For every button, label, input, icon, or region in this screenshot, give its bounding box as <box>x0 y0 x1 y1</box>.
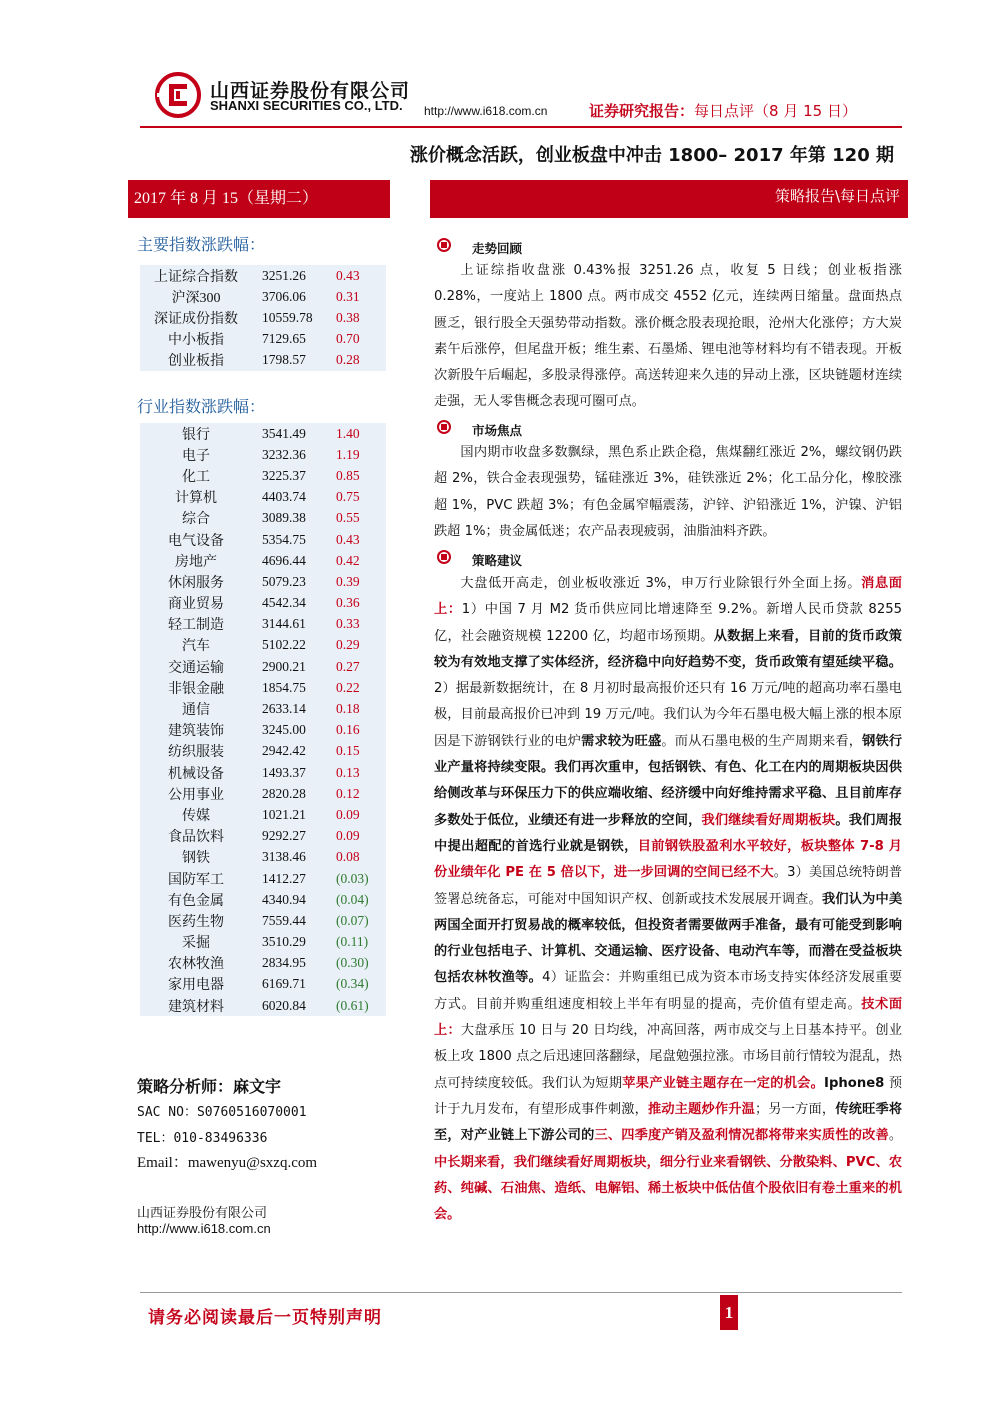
index-row <box>140 995 386 1016</box>
strategy-span: 预计于九月发布，有望形成事件刺激， <box>434 1075 903 1117</box>
index-row <box>140 783 386 804</box>
section-review-text: 上证综指收盘涨 0.43%报 3251.26 点，收复 5 日线；创业板指涨 0.28%，一度站上 1800 点。两市成交 4552 亿元，连续两日缩量。盘面热点匮乏，银行股全天强势带动指数。涨价概念股表现抢眼，沧州大化涨停；方大炭素午后涨停，但尾盘开板；维生素、石墨烯、锂电池等材料均有不错表现。开板次新股午后崛起，多股录得涨停。高送转迎来久违的异动上涨，区块链题材连续走强，无人零售概念表现可圈可点。 <box>434 263 902 410</box>
index-value: 5354.75 <box>262 531 306 547</box>
index-row <box>140 932 386 953</box>
index-row <box>140 550 386 571</box>
index-change: 0.38 <box>336 309 360 325</box>
strategy-span: 大盘低开高走，创业板收涨近 3%，申万行业除银行外全面上扬。 <box>460 576 862 591</box>
index-value: 3251.26 <box>262 267 306 283</box>
strategy-span: 我们继续看好周期板块 <box>701 812 836 828</box>
analyst-tel: TEL：010-83496336 <box>137 1131 268 1146</box>
index-change: 0.27 <box>336 658 360 674</box>
index-value: 4340.94 <box>262 891 306 907</box>
strategy-span: 三、四季度产销及盈利情况都将带来实质性的改善 <box>594 1128 889 1144</box>
index-name: 电子 <box>182 448 210 464</box>
index-value: 3225.37 <box>262 467 306 483</box>
index-row <box>140 847 386 868</box>
index-row <box>140 593 386 614</box>
index-name: 机械设备 <box>168 766 224 782</box>
index-row <box>140 635 386 656</box>
index-change: 0.13 <box>336 764 360 780</box>
index-row <box>140 910 386 931</box>
index-change: 0.43 <box>336 267 360 283</box>
report-type-suffix: 每日点评（8 月 15 日） <box>694 102 857 120</box>
section-bullet-icon <box>437 420 451 434</box>
strategy-span: 传统旺季将至，对产业链上下游公司的 <box>434 1101 903 1144</box>
index-row <box>140 444 386 465</box>
category-bar: 策略报告\每日点评 <box>430 180 908 218</box>
index-value: 2900.21 <box>262 658 306 674</box>
index-name: 传媒 <box>182 808 210 824</box>
strategy-span: 推动主题炒作升温 <box>648 1101 756 1117</box>
index-value: 4696.44 <box>262 552 306 568</box>
index-value: 7129.65 <box>262 331 306 347</box>
index-row <box>140 741 386 762</box>
index-value: 4542.34 <box>262 595 306 611</box>
strategy-span: 。我们周报中提出超配的首选行业就是钢铁， <box>434 812 903 854</box>
index-name: 采掘 <box>182 936 210 952</box>
index-change: (0.34) <box>336 976 369 992</box>
index-name: 上证综合指数 <box>154 269 238 285</box>
index-name: 汽车 <box>182 639 210 655</box>
index-value: 1854.75 <box>262 679 306 695</box>
index-name: 电气设备 <box>168 533 224 549</box>
index-value: 9292.27 <box>262 828 306 844</box>
main-indices-table <box>140 265 386 371</box>
index-name: 房地产 <box>175 554 217 570</box>
index-change: 0.29 <box>336 637 360 653</box>
report-title: 涨价概念活跃，创业板盘中冲击 1800– 2017 年第 120 期 <box>409 145 894 166</box>
index-value: 3706.06 <box>262 288 306 304</box>
strategy-span: 需求较为旺盛 <box>581 733 662 749</box>
index-value: 10559.78 <box>262 309 313 325</box>
strategy-span: 目前钢铁股盈利水平较好，板块整体 7-8 月份业绩年化 PE 在 5 倍以下，进一步回调的空间已经不大 <box>434 838 902 881</box>
page-number: 1 <box>720 1295 738 1330</box>
index-name: 有色金属 <box>168 893 224 909</box>
index-row <box>140 614 386 635</box>
index-row <box>140 698 386 719</box>
index-name: 农林牧渔 <box>168 957 224 973</box>
index-change: (0.30) <box>336 955 369 971</box>
analyst-email[interactable]: Email：mawenyu@sxzq.com <box>137 1155 318 1171</box>
index-change: (0.03) <box>336 870 369 886</box>
index-row <box>140 265 386 286</box>
index-name: 银行 <box>182 427 210 443</box>
index-value: 3232.36 <box>262 446 306 462</box>
index-row <box>140 804 386 825</box>
index-name: 建筑材料 <box>168 999 224 1015</box>
index-row <box>140 762 386 783</box>
index-change: 0.28 <box>336 352 360 368</box>
index-change: 0.09 <box>336 806 360 822</box>
index-row <box>140 868 386 889</box>
index-row <box>140 826 386 847</box>
strategy-span: 苹果产业链主题存在一定的机会。 <box>622 1075 825 1091</box>
report-type-prefix: 证券研究报告： <box>589 102 695 120</box>
index-name: 轻工制造 <box>168 618 224 634</box>
index-name: 公用事业 <box>168 787 224 803</box>
industry-indices-title: 行业指数涨跌幅： <box>137 397 266 416</box>
index-value: 1493.37 <box>262 764 306 780</box>
index-value: 3089.38 <box>262 510 306 526</box>
index-name: 商业贸易 <box>168 597 224 613</box>
index-name: 通信 <box>182 703 210 719</box>
index-name: 创业板指 <box>168 354 224 370</box>
index-name: 非银金融 <box>168 681 224 697</box>
index-change: (0.61) <box>336 997 369 1013</box>
main-indices-title: 主要指数涨跌幅： <box>137 235 266 254</box>
index-value: 2942.42 <box>262 743 306 759</box>
index-change: 0.09 <box>336 828 360 844</box>
index-name: 交通运输 <box>168 660 224 676</box>
strategy-span: 。 <box>888 1128 903 1144</box>
index-value: 6169.71 <box>262 976 306 992</box>
header-divider <box>140 126 902 128</box>
index-name: 休闲服务 <box>168 575 224 591</box>
analyst-sac: SAC NO：S0760516070001 <box>137 1105 307 1120</box>
strategy-span: Iphone8 <box>824 1075 885 1091</box>
section-strategy-text <box>434 571 902 1228</box>
index-change: 0.85 <box>336 467 360 483</box>
section-review-label: 走势回顾 <box>472 241 523 256</box>
strategy-span: ；另一方面， <box>755 1101 836 1117</box>
index-row <box>140 307 386 328</box>
report-type <box>589 100 857 121</box>
disclaimer: 请务必阅读最后一页特别声明 <box>148 1308 382 1328</box>
strategy-span: 。而从石墨电极的生产周期来看， <box>661 733 863 749</box>
index-value: 3138.46 <box>262 849 306 865</box>
index-value: 1798.57 <box>262 352 306 368</box>
index-value: 5102.22 <box>262 637 306 653</box>
index-change: 0.70 <box>336 331 360 347</box>
analyst-title: 策略分析师：麻文宇 <box>137 1077 282 1096</box>
index-value: 1021.21 <box>262 806 306 822</box>
index-value: 7559.44 <box>262 912 306 928</box>
section-strategy-label: 策略建议 <box>472 553 523 568</box>
index-name: 建筑装饰 <box>168 724 224 740</box>
header-url-link[interactable]: http://www.i618.com.cn <box>424 104 548 118</box>
index-row <box>140 889 386 910</box>
index-row <box>140 677 386 698</box>
footer-divider <box>140 1292 902 1293</box>
index-change: 0.16 <box>336 722 360 738</box>
strategy-span: 。 <box>773 865 788 881</box>
index-change: 0.12 <box>336 785 360 801</box>
index-name: 家用电器 <box>168 978 224 994</box>
company-name-en: SHANXI SECURITIES CO., LTD. <box>210 98 403 113</box>
index-change: 1.19 <box>336 446 360 462</box>
index-value: 3245.00 <box>262 722 306 738</box>
index-value: 1412.27 <box>262 870 306 886</box>
index-name: 食品饮料 <box>168 830 224 846</box>
index-row <box>140 286 386 307</box>
index-change: 0.08 <box>336 849 360 865</box>
index-name: 综合 <box>182 512 210 528</box>
index-value: 2633.14 <box>262 701 306 717</box>
index-row <box>140 423 386 444</box>
index-value: 5079.23 <box>262 573 306 589</box>
strategy-span: 我们认为中美两国全面开打贸易战的概率较低，但投资者需要做两手准备，最有可能受到影响的行业包括电子、计算机、交通运输、医疗设备、电动汽车等，而潜在受益板块包括农林牧渔等。 <box>434 891 903 986</box>
strategy-span: 4）证监会：并购重组已成为资本市场支持实体经济发展重要方式。目前并购重组速度相较上半年有明显的提高，壳价值有望走高。 <box>434 970 903 1012</box>
index-name: 纺织服装 <box>168 745 224 761</box>
footer-url-link[interactable]: http://www.i618.com.cn <box>137 1221 271 1236</box>
index-row <box>140 974 386 995</box>
index-change: 0.15 <box>336 743 360 759</box>
index-value: 3541.49 <box>262 425 306 441</box>
company-logo-icon <box>155 72 201 118</box>
strategy-span: 2）据最新数据统计，在 8 月初时最高报价还只有 16 万元/吨的超高功率石墨电极，目前最高报价已冲到 19 万元/吨。我们认为今年石墨电极大幅上涨的根本原因是下游钢铁行业的电炉 <box>434 681 902 749</box>
index-change: 0.36 <box>336 595 360 611</box>
index-name: 深证成份指数 <box>154 311 238 327</box>
section-bullet-icon <box>437 238 451 252</box>
index-row <box>140 350 386 371</box>
index-value: 4403.74 <box>262 489 306 505</box>
index-value: 6020.84 <box>262 997 306 1013</box>
index-row <box>140 720 386 741</box>
index-change: 0.42 <box>336 552 360 568</box>
index-row <box>140 529 386 550</box>
index-change: 0.75 <box>336 489 360 505</box>
index-name: 沪深300 <box>171 290 221 306</box>
index-value: 3510.29 <box>262 934 306 950</box>
index-value: 2834.95 <box>262 955 306 971</box>
index-change: 1.40 <box>336 425 360 441</box>
index-name: 中小板指 <box>168 333 224 349</box>
index-change: 0.43 <box>336 531 360 547</box>
strategy-span: 中长期来看，我们继续看好周期板块，细分行业来看钢铁、分散染料、PVC、农药、纯碱、石油焦、造纸、电解铝、稀土板块中低估值个股依旧有卷土重来的机会。 <box>434 1154 902 1223</box>
index-change: 0.22 <box>336 679 360 695</box>
strategy-span: 技术面上： <box>434 996 903 1039</box>
company-name-cn: 山西证券股份有限公司 <box>210 80 411 102</box>
date-bar: 2017 年 8 月 15（星期二） <box>128 180 390 218</box>
strategy-span: 消息面上： <box>434 576 902 618</box>
strategy-span: 1）中国 7 月 M2 货币供应同比增速降至 9.2%。新增人民币贷款 8255 亿，社会融资规模 12200 亿，均超市场预期。 <box>434 602 902 644</box>
index-name: 医药生物 <box>168 914 224 930</box>
index-name: 国防军工 <box>168 872 224 888</box>
index-value: 2820.28 <box>262 785 306 801</box>
footer-company: 山西证券股份有限公司 <box>137 1206 268 1221</box>
index-value: 3144.61 <box>262 616 306 632</box>
index-row <box>140 465 386 486</box>
index-change: (0.04) <box>336 891 369 907</box>
strategy-span: 钢铁行业产量将持续变限。我们再次重申，包括钢铁、有色、化工在内的周期板块因供给侧改革与环保压力下的供应端收缩、经济缓中向好维持需求平稳、且目前库存多数处于低位，业绩还有进一步释放的空间， <box>434 733 903 828</box>
strategy-span: 3）美国总统特朗普签署总统备忘，可能对中国知识产权、创新或技术发展展开调查。 <box>434 865 903 907</box>
index-change: 0.55 <box>336 510 360 526</box>
index-name: 计算机 <box>175 491 217 507</box>
section-focus-text: 国内期市收盘多数飘绿，黑色系止跌企稳，焦煤翻红涨近 2%，螺纹钢仍跌超 2%，铁合金表现强势，锰硅涨近 3%，硅铁涨近 2%；化工品分化，橡胶涨超 1%，PVC 跌超 3%；有色金属窄幅震荡，沪锌、沪铅涨近 1%，沪镍、沪铝跌超 1%；贵金属低迷；农产品表现疲弱，油脂油料齐跌。 <box>434 445 902 539</box>
industry-indices-table <box>140 423 386 1016</box>
index-change: 0.31 <box>336 288 360 304</box>
index-row <box>140 329 386 350</box>
index-name: 钢铁 <box>182 851 210 867</box>
strategy-span: 从数据上来看，目前的货币政策较为有效地支撑了实体经济，经济稳中向好趋势不变，货币政策有望延续平稳。 <box>434 628 902 670</box>
index-change: 0.39 <box>336 573 360 589</box>
index-row <box>140 571 386 592</box>
index-row <box>140 508 386 529</box>
strategy-span: 大盘承压 10 日与 20 日均线，冲高回落，两市成交与上日基本持平。创业板上攻 1800 点之后迅速回落翻绿，尾盘勉强拉涨。市场目前行情较为混乱，热点可持续度较低。我们认为短期 <box>434 1023 903 1091</box>
index-row <box>140 656 386 677</box>
index-name: 化工 <box>182 469 210 485</box>
section-bullet-icon <box>437 550 451 564</box>
index-change: 0.33 <box>336 616 360 632</box>
index-change: (0.07) <box>336 912 369 928</box>
index-row <box>140 487 386 508</box>
section-focus-label: 市场焦点 <box>472 423 523 438</box>
index-change: (0.11) <box>336 934 369 950</box>
index-row <box>140 953 386 974</box>
index-change: 0.18 <box>336 701 360 717</box>
